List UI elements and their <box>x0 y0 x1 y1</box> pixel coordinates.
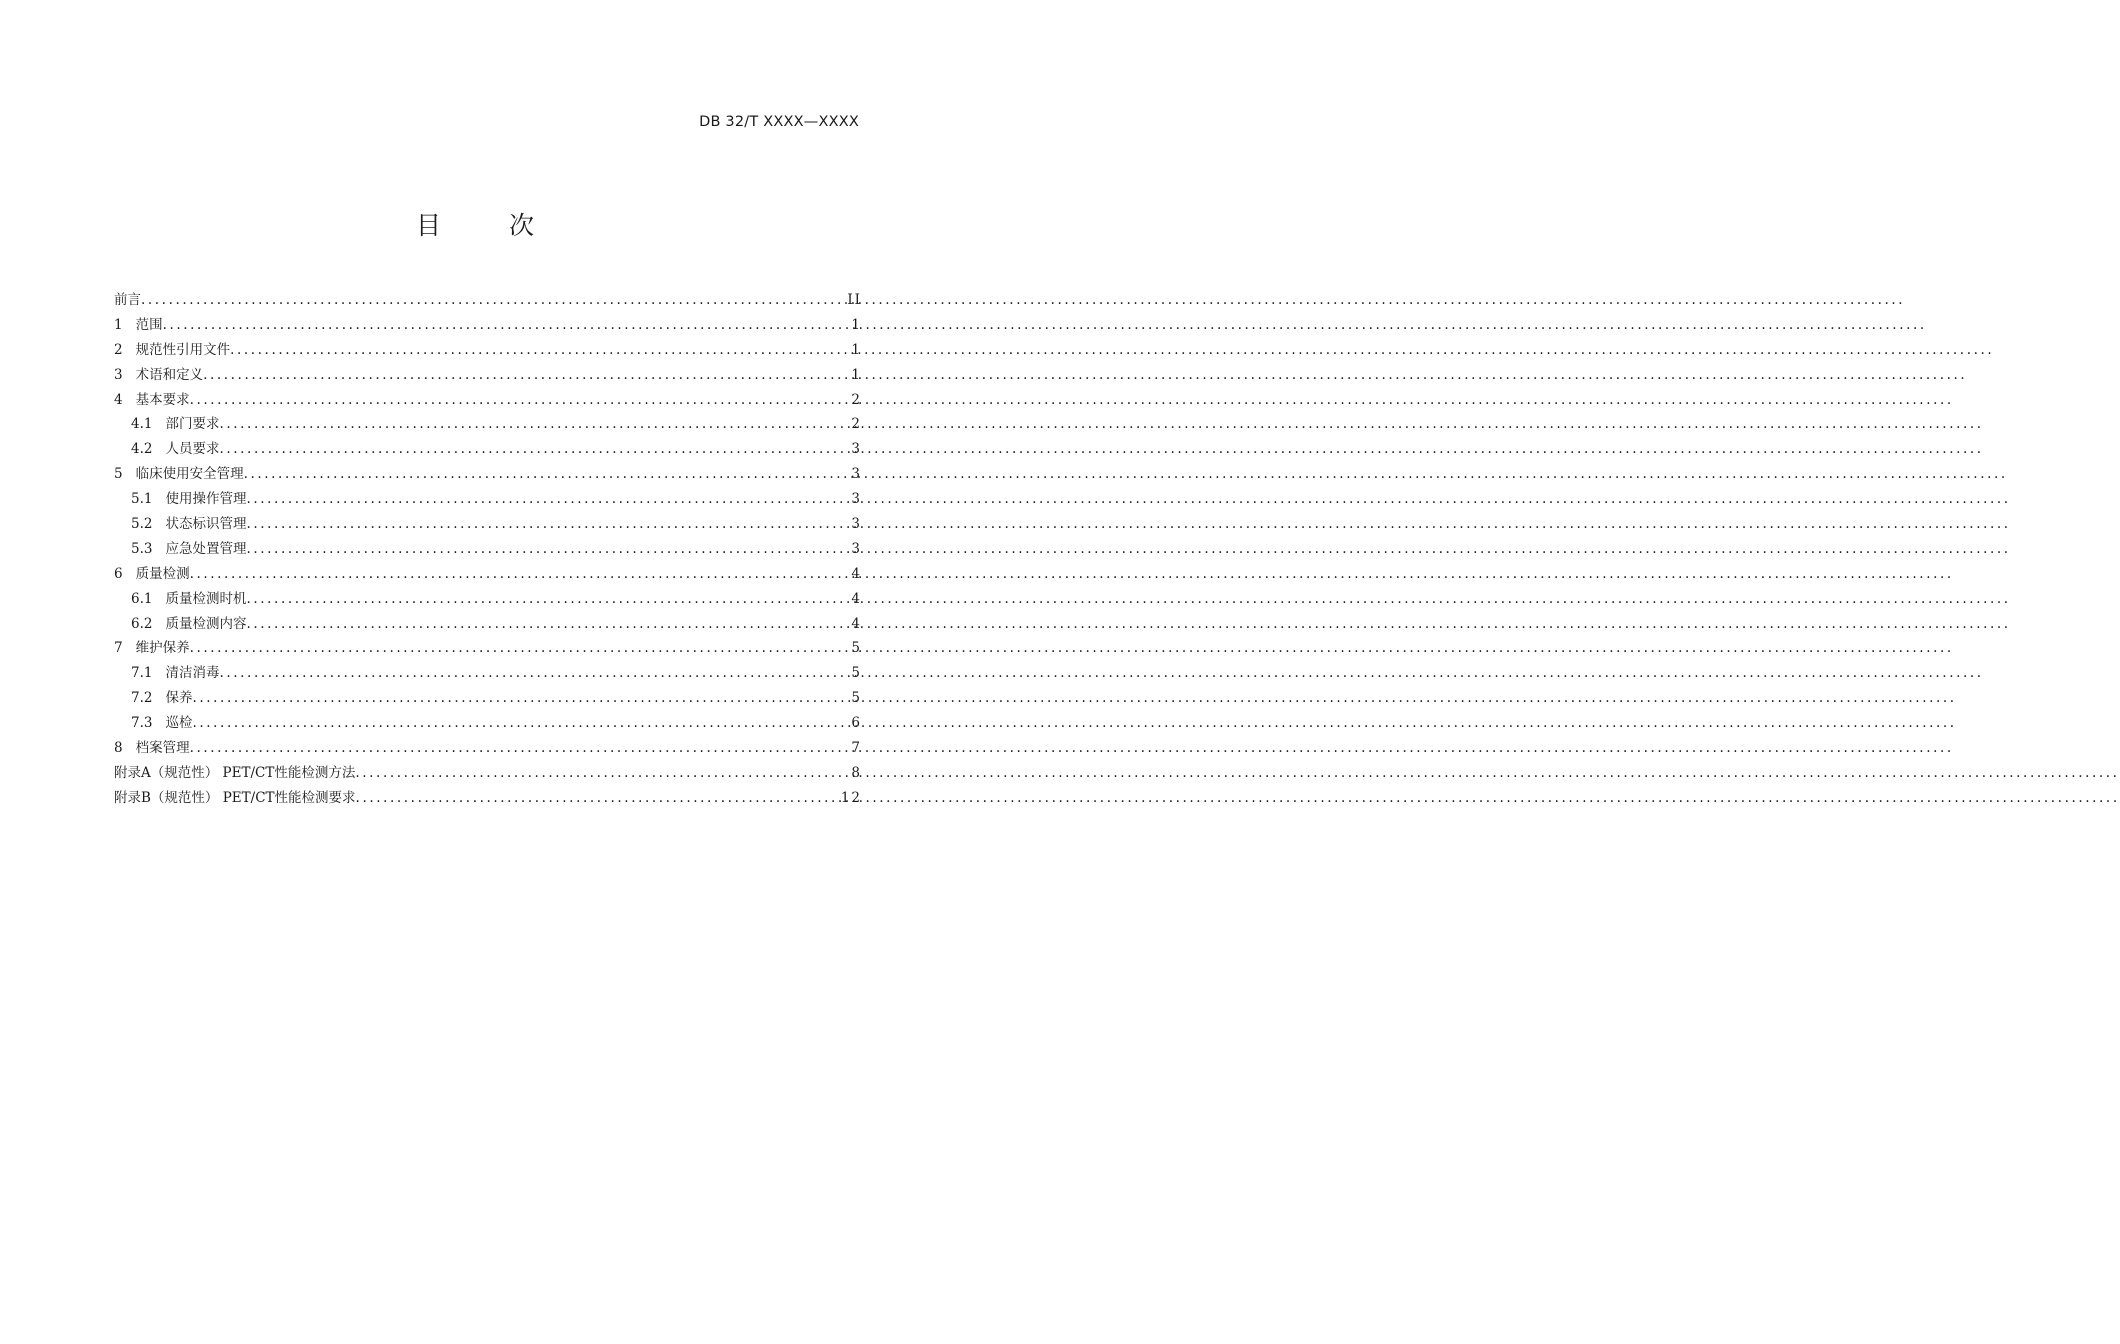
toc-entry[interactable] <box>114 537 860 562</box>
toc-entry-number: 5.2 <box>131 516 153 533</box>
toc-entry[interactable] <box>114 761 860 786</box>
toc-entry-number: 6 <box>114 565 123 582</box>
toc-entry[interactable] <box>114 736 860 761</box>
toc-entry-number: 5 <box>114 466 123 483</box>
toc-entry-page: 3 <box>851 516 862 533</box>
toc-dot-leader <box>230 338 849 363</box>
toc-title: 目 次 <box>416 211 564 240</box>
toc-entry[interactable] <box>114 437 860 462</box>
document-code: DB 32/T XXXX—XXXX <box>699 114 859 130</box>
toc-entry[interactable] <box>114 711 860 736</box>
toc-entry-label: 保养 <box>165 690 193 707</box>
toc-entry-label: 附录B（规范性） PET/CT性能检测要求 <box>114 789 356 806</box>
toc-entry-number: 7.1 <box>131 665 153 682</box>
toc-entry[interactable] <box>114 686 860 711</box>
toc-dot-leader <box>355 761 849 786</box>
toc-entry[interactable] <box>114 661 860 686</box>
table-of-contents <box>114 288 860 811</box>
toc-entry[interactable] <box>114 636 860 661</box>
toc-entry-label: 状态标识管理 <box>165 516 247 533</box>
toc-entry-page: 2 <box>851 416 862 433</box>
toc-entry[interactable] <box>114 562 860 587</box>
toc-entry-page: 5 <box>851 690 862 707</box>
toc-entry[interactable] <box>114 512 860 537</box>
toc-entry-page: 5 <box>851 640 862 657</box>
toc-entry-label: 前言 <box>114 292 141 308</box>
toc-entry[interactable] <box>114 313 860 338</box>
toc-entry-number: 7.3 <box>131 715 153 732</box>
toc-entry[interactable] <box>114 412 860 437</box>
toc-entry-page: 2 <box>851 391 862 408</box>
toc-dot-leader <box>141 288 845 313</box>
toc-entry-label: 维护保养 <box>135 640 190 657</box>
toc-entry[interactable] <box>114 363 860 388</box>
toc-dot-leader <box>203 363 849 388</box>
toc-entry-label: 质量检测 <box>135 565 190 582</box>
toc-entry[interactable] <box>114 786 860 811</box>
toc-entry-label: 术语和定义 <box>135 366 204 383</box>
toc-entry-label: 范围 <box>135 316 163 333</box>
toc-entry[interactable] <box>114 487 860 512</box>
toc-entry-number: 3 <box>114 366 123 383</box>
toc-entry[interactable] <box>114 462 860 487</box>
toc-entry-number: 4 <box>114 391 123 408</box>
toc-dot-leader <box>190 636 850 661</box>
toc-entry-label: 巡检 <box>165 715 193 732</box>
toc-entry-number: 6.1 <box>131 590 153 607</box>
toc-entry[interactable] <box>114 388 860 413</box>
toc-dot-leader <box>219 412 849 437</box>
toc-entry-label: 人员要求 <box>165 441 220 458</box>
toc-entry-page: 3 <box>851 466 862 483</box>
toc-entry-page: 6 <box>851 715 862 732</box>
toc-entry-label: 质量检测时机 <box>165 590 247 607</box>
toc-entry-number: 2 <box>114 341 123 358</box>
toc-entry-label: 使用操作管理 <box>165 491 247 508</box>
toc-entry-page: 1 <box>851 341 862 358</box>
toc-entry[interactable] <box>114 587 860 612</box>
toc-entry-page: 3 <box>851 491 862 508</box>
toc-entry-page: 3 <box>851 441 862 458</box>
toc-entry-number: 7 <box>114 640 123 657</box>
toc-entry-number: 5.1 <box>131 491 153 508</box>
toc-entry-page: 12 <box>840 789 862 806</box>
toc-dot-leader <box>246 612 849 637</box>
toc-dot-leader <box>190 562 850 587</box>
toc-dot-leader <box>246 487 849 512</box>
toc-entry-page: 1 <box>851 316 862 333</box>
toc-dot-leader <box>246 587 849 612</box>
toc-entry-page: II <box>847 292 862 308</box>
toc-entry[interactable] <box>114 288 860 313</box>
toc-entry-number: 4.2 <box>131 441 153 458</box>
toc-entry-label: 基本要求 <box>135 391 190 408</box>
toc-entry-label: 档案管理 <box>135 740 190 757</box>
toc-entry-number: 1 <box>114 316 123 333</box>
toc-dot-leader <box>219 437 849 462</box>
toc-entry[interactable] <box>114 612 860 637</box>
toc-dot-leader <box>246 512 849 537</box>
toc-entry-label: 部门要求 <box>165 416 220 433</box>
toc-entry-page: 3 <box>851 540 862 557</box>
toc-entry-page: 5 <box>851 665 862 682</box>
toc-entry-number: 8 <box>114 740 123 757</box>
toc-dot-leader <box>192 686 849 711</box>
toc-entry-page: 4 <box>851 615 862 632</box>
toc-entry-label: 附录A（规范性） PET/CT性能检测方法 <box>114 764 356 781</box>
toc-entry-label: 规范性引用文件 <box>135 341 231 358</box>
toc-entry-number: 7.2 <box>131 690 153 707</box>
toc-entry-number: 6.2 <box>131 615 153 632</box>
toc-dot-leader <box>219 661 849 686</box>
toc-entry[interactable] <box>114 338 860 363</box>
toc-entry-label: 清洁消毒 <box>165 665 220 682</box>
toc-entry-label: 应急处置管理 <box>165 540 247 557</box>
toc-dot-leader <box>163 313 850 338</box>
toc-entry-page: 1 <box>851 366 862 383</box>
toc-dot-leader <box>192 711 849 736</box>
toc-entry-label: 临床使用安全管理 <box>135 466 244 483</box>
toc-entry-page: 8 <box>851 764 862 781</box>
toc-entry-label: 质量检测内容 <box>165 615 247 632</box>
toc-entry-number: 4.1 <box>131 416 153 433</box>
toc-entry-page: 4 <box>851 590 862 607</box>
toc-entry-page: 4 <box>851 565 862 582</box>
toc-dot-leader <box>244 462 850 487</box>
toc-dot-leader <box>356 786 839 811</box>
toc-dot-leader <box>190 388 850 413</box>
toc-dot-leader <box>190 736 850 761</box>
toc-entry-page: 7 <box>851 740 862 757</box>
toc-entry-number: 5.3 <box>131 540 153 557</box>
toc-dot-leader <box>246 537 849 562</box>
